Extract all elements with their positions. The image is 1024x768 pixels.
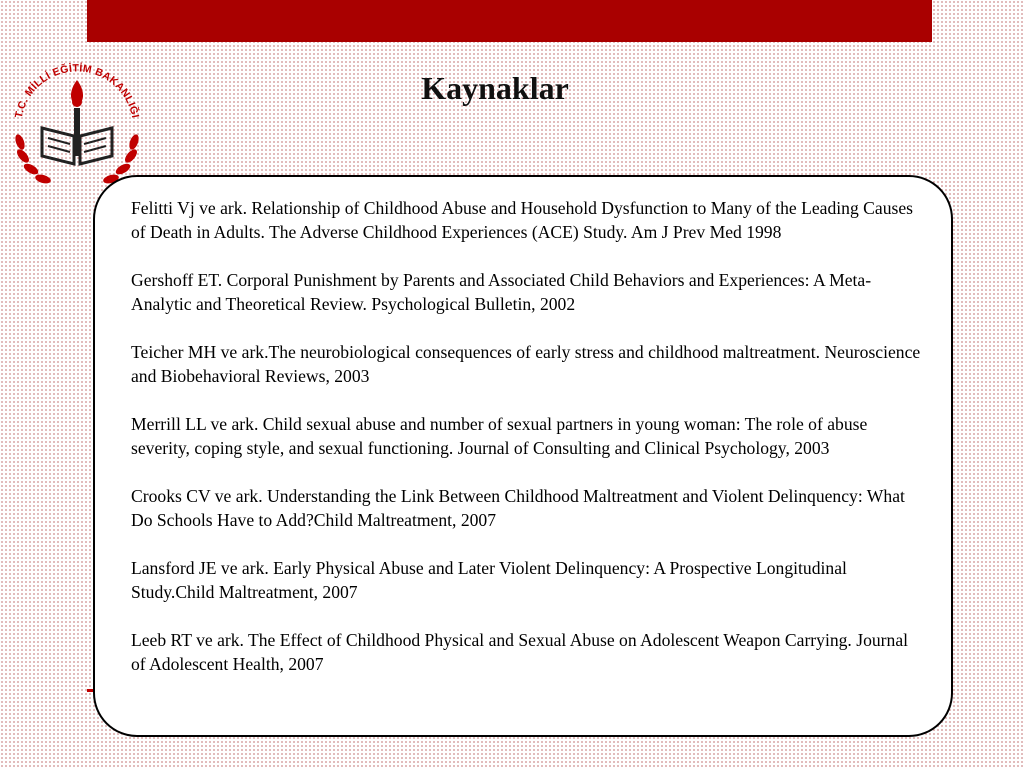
reference-item: Gershoff ET. Corporal Punishment by Parents and Associated Child Behaviors and Experiences: A Meta-Analytic and Theoretical Review. Psychological Bulletin, 2002	[131, 270, 872, 314]
references-box	[93, 175, 953, 737]
reference-item: Lansford JE ve ark. Early Physical Abuse and Later Violent Delinquency: A Prospective Longitudinal Study.Child Maltreatment, 2007	[131, 558, 847, 602]
top-banner	[87, 0, 932, 42]
reference-item: Felitti Vj ve ark. Relationship of Childhood Abuse and Household Dysfunction to Many of the Leading Causes of Death in Adults. The Adverse Childhood Experiences (ACE) Study. Am J Prev Med 1998	[131, 198, 914, 242]
reference-item: Leeb RT ve ark. The Effect of Childhood Physical and Sexual Abuse on Adolescent Weapon Carrying. Journal of Adolescent Health, 2007	[131, 630, 909, 674]
reference-item: Teicher MH ve ark.The neurobiological consequences of early stress and childhood maltreatment. Neuroscience and Biobehavioral Reviews, 2003	[131, 342, 921, 386]
reference-item: Merrill LL ve ark. Child sexual abuse and number of sexual partners in young woman: The role of abuse severity, coping style, and sexual functioning. Journal of Consulting and Clinical Psychology, 2003	[131, 414, 868, 458]
page-title: Kaynaklar	[421, 70, 569, 106]
logo-text: T.C. MİLLİ EĞİTİM BAKANLIĞI	[12, 62, 142, 120]
reference-item: Crooks CV ve ark. Understanding the Link Between Childhood Maltreatment and Violent Delinquency: What Do Schools Have to Add?Child Maltreatment, 2007	[131, 486, 905, 530]
